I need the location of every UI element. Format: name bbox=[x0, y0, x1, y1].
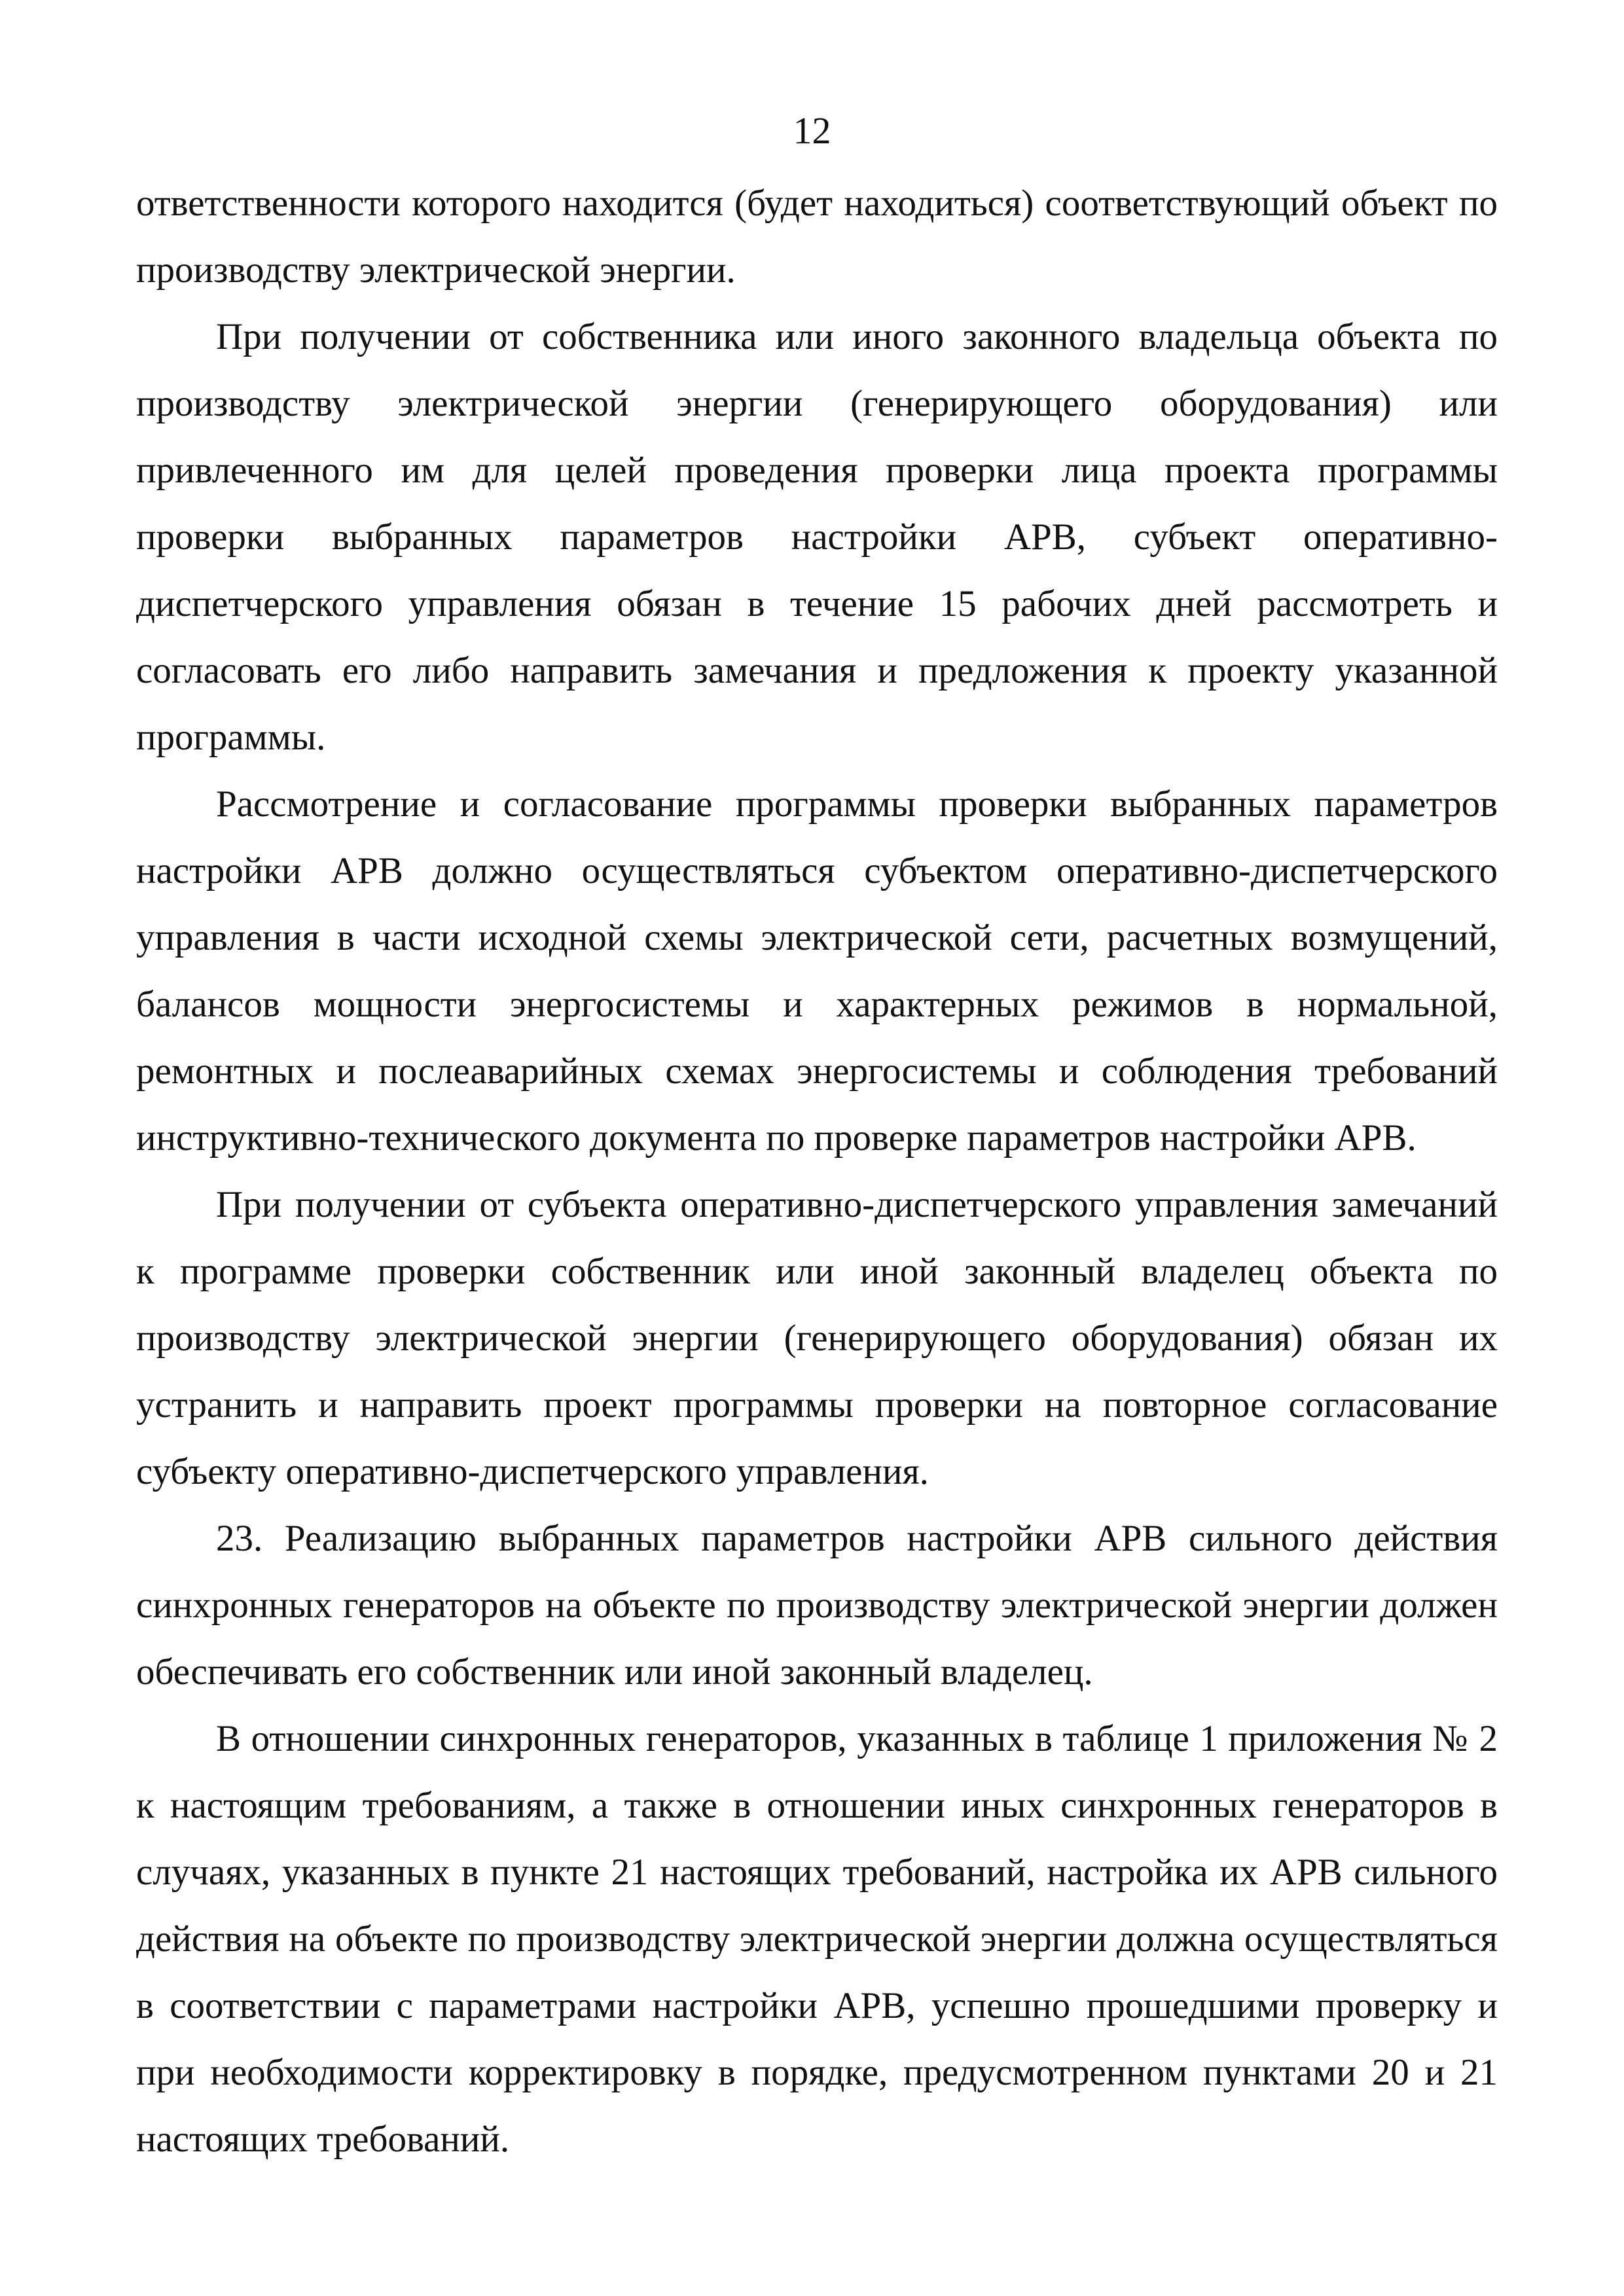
paragraph-item-23: 23. Реализацию выбранных параметров настройки АРВ сильного действия синхронных генераторов на объекте по производству электрической энергии должен обеспечивать его собственник или иной законный владелец. bbox=[136, 1518, 1498, 1693]
document-body bbox=[136, 170, 1498, 2173]
paragraph-remarks-handling: При получении от субъекта оперативно-диспетчерского управления замечаний к программе проверки собственник или иной законный владелец объекта по производству электрической энергии (генерирующего оборудования) обязан их устранить и направить проект программы проверки на повторное согласование субъекту оперативно-диспетчерского управления. bbox=[136, 1184, 1498, 1492]
paragraph-review-scope: Рассмотрение и согласование программы проверки выбранных параметров настройки АРВ должно осуществляться субъектом оперативно-диспетчерского управления в части исходной схемы электрической сети, расчетных возмущений, балансов мощности энергосистемы и характерных режимов в нормальной, ремонтных и послеаварийных схемах энергосистемы и соблюдения требований инструктивно-технического документа по проверке параметров настройки АРВ. bbox=[136, 783, 1498, 1158]
page-number: 12 bbox=[793, 109, 831, 152]
paragraph-program-review-deadline: При получении от собственника или иного законного владельца объекта по производству электрической энергии (генерирующего оборудования) или привлеченного им для целей проведения проверки лица проекта программы проверки выбранных параметров настройки АРВ, субъект оперативно-диспетчерского управления обязан в течение 15 рабочих дней рассмотреть и согласовать его либо направить замечания и предложения к проекту указанной программы. bbox=[136, 316, 1498, 758]
paragraph-continuation: ответственности которого находится (будет находиться) соответствующий объект по производству электрической энергии. bbox=[136, 183, 1498, 291]
paragraph-generator-settings: В отношении синхронных генераторов, указанных в таблице 1 приложения № 2 к настоящим требованиям, а также в отношении иных синхронных генераторов в случаях, указанных в пункте 21 настоящих требований, настройка их АРВ сильного действия на объекте по производству электрической энергии должна осуществляться в соответствии с параметрами настройки АРВ, успешно прошедшими проверку и при необходимости корректировку в порядке, предусмотренном пунктами 20 и 21 настоящих требований. bbox=[136, 1718, 1498, 2160]
